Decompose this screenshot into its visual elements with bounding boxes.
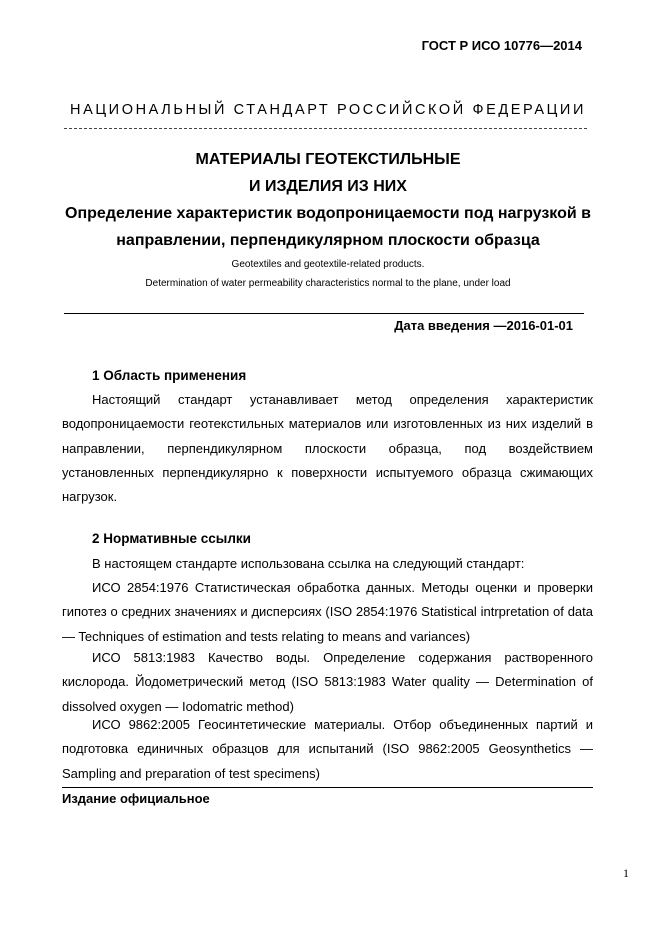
official-edition-label: Издание официальное [62,791,210,806]
english-title-line-1: Geotextiles and geotextile-related products. [231,259,425,270]
footer-divider [62,787,593,788]
section-1-heading: 1 Область применения [92,368,247,383]
section-1-text: Настоящий стандарт устанавливает метод определения характеристик водопроницаемости геотекстильных материалов или изготовленных из них изделий в направлении, перпендикулярном плоскости образца, под воздействием установленных перпендикулярно к поверхности испытуемого образца сжимающих нагрузок. [62,392,593,505]
english-title-line-2: Determination of water permeability characteristics normal to the plane, under load [145,278,511,289]
section-2-intro: В настоящем стандарте использована ссылка на следующий стандарт: [92,556,525,571]
section-2-heading: 2 Нормативные ссылки [92,531,251,546]
doc-code: ГОСТ Р ИСО 10776—2014 [421,38,582,53]
reference-iso-2854: ИСО 2854:1976 Статистическая обработка данных. Методы оценки и проверки гипотез о средних значениях и дисперсиях (ISO 2854:1976 Statistical intrpretation of data — Techniques of estimation and tests relating to means and variances) [62,580,593,644]
national-standard-heading: НАЦИОНАЛЬНЫЙ СТАНДАРТ РОССИЙСКОЙ ФЕДЕРАЦИИ [70,102,586,118]
dashed-divider [64,128,587,129]
title-line-2: И ИЗДЕЛИЯ ИЗ НИХ [249,178,407,195]
title-line-1: МАТЕРИАЛЫ ГЕОТЕКСТИЛЬНЫЕ [195,151,461,168]
reference-iso-9862: ИСО 9862:2005 Геосинтетические материалы. Отбор объединенных партий и подготовка единичных образцов для испытаний (ISO 9862:2005 Geosynthetics — Sampling and preparation of test specimens) [62,717,593,781]
title-line-4: направлении, перпендикулярном плоскости образца [116,232,540,249]
title-divider [64,313,584,314]
title-line-3: Определение характеристик водопроницаемости под нагрузкой в [65,205,591,222]
intro-date: Дата введения —2016-01-01 [394,318,573,333]
page-number: 1 [623,866,629,880]
reference-iso-5813: ИСО 5813:1983 Качество воды. Определение содержания растворенного кислорода. Йодометрический метод (ISO 5813:1983 Water quality — Determination of dissolved oxygen — Iodomatric method) [62,650,593,714]
